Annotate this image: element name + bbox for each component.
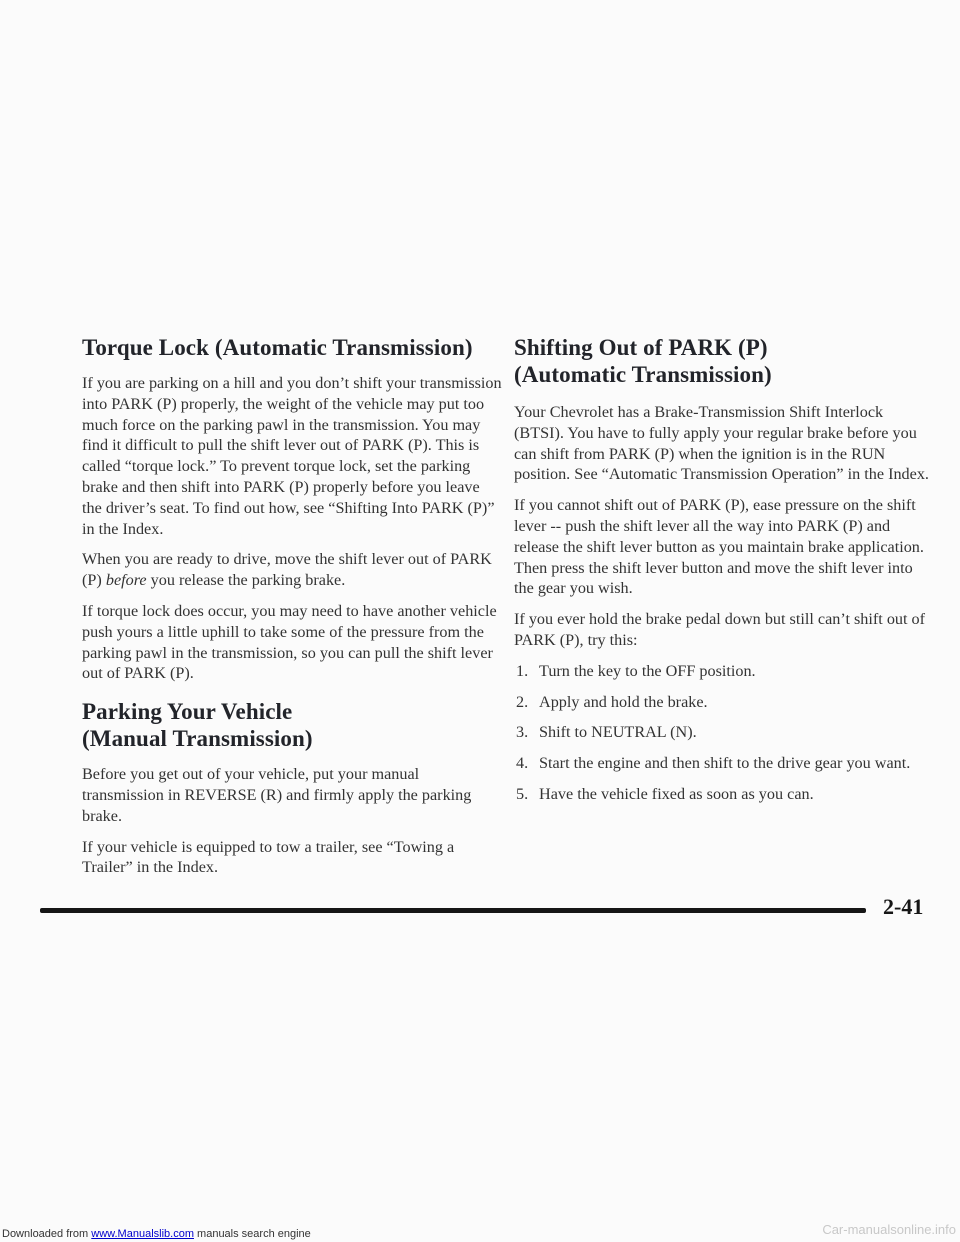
step-text: Turn the key to the OFF position. xyxy=(539,661,756,680)
parking-manual-heading-line2: (Manual Transmission) xyxy=(82,726,313,752)
shifting-out-section xyxy=(514,334,934,805)
step-text: Shift to NEUTRAL (N). xyxy=(539,723,697,742)
shifting-out-heading-line1: Shifting Out of PARK (P) xyxy=(514,335,768,360)
list-item xyxy=(514,722,934,743)
step-number: 4. xyxy=(516,754,529,773)
shifting-out-heading xyxy=(514,334,934,388)
list-item xyxy=(514,692,934,713)
step-number: 3. xyxy=(516,723,529,742)
step-number: 1. xyxy=(516,661,529,680)
ready-to-drive-paragraph xyxy=(82,549,502,591)
torque-lock-paragraph: If you are parking on a hill and you don’t shift your transmission into PARK (P) properly, the weight of the vehicle may put too much force on the parking pawl in the transmission. You may find it difficult to pull the shift lever out of PARK (P). This is called “torque lock.” To prevent torque lock, set the parking brake and then shift into PARK (P) properly before you leave the driver’s seat. To find out how, see “Shifting Into PARK (P)” in the Index. xyxy=(82,374,502,538)
ready-to-drive-text: When you are ready to drive, move the shift lever out of PARK (P) xyxy=(82,550,492,590)
btsi-paragraph: Your Chevrolet has a Brake-Transmission Shift Interlock (BTSI). You have to fully apply your regular brake before you can shift from PARK (P) when the ignition is in the RUN position. See “Automatic Transmission Operation” in the Index. xyxy=(514,403,929,484)
list-item xyxy=(514,661,934,682)
towing-paragraph: If your vehicle is equipped to tow a trailer, see “Towing a Trailer” in the Index. xyxy=(82,837,455,877)
page-number: 2-41 xyxy=(883,894,924,919)
footer-suffix: manuals search engine xyxy=(193,1228,311,1240)
ease-pressure-paragraph: If you cannot shift out of PARK (P), ease pressure on the shift lever -- push the shift lever all the way into PARK (P) and release the shift lever button as you maintain brake application. Then press the shift lever button and move the shift lever into the gear you wish. xyxy=(514,496,924,598)
parking-manual-heading xyxy=(82,698,502,752)
step-number: 5. xyxy=(516,784,529,803)
step-number: 2. xyxy=(516,692,529,711)
list-item xyxy=(514,784,934,805)
ready-to-drive-text-end: you release the parking brake. xyxy=(146,571,346,590)
page-rule-divider xyxy=(40,908,866,913)
try-this-paragraph: If you ever hold the brake pedal down but still can’t shift out of PARK (P), try this: xyxy=(514,610,926,649)
torque-lock-heading: Torque Lock (Automatic Transmission) xyxy=(82,335,473,360)
before-emphasis: before xyxy=(105,571,147,590)
download-footer xyxy=(2,1228,311,1241)
left-column xyxy=(82,334,502,888)
watermark-text: Car-manualsonline.info xyxy=(822,1222,956,1237)
steps-list xyxy=(514,661,934,805)
right-column xyxy=(514,334,934,815)
torque-lock-occurs-paragraph: If torque lock does occur, you may need to have another vehicle push yours a little uphill to take some of the pressure from the parking pawl in the transmission, so you can pull the shift lever out of PARK (P). xyxy=(82,601,497,683)
parking-manual-section xyxy=(82,698,502,878)
step-text: Have the vehicle fixed as soon as you can. xyxy=(539,784,814,803)
footer-prefix: Downloaded from xyxy=(2,1228,92,1240)
parking-manual-paragraph: Before you get out of your vehicle, put your manual transmission in REVERSE (R) and firmly apply the parking brake. xyxy=(82,765,472,825)
step-text: Start the engine and then shift to the drive gear you want. xyxy=(539,754,911,773)
torque-lock-section xyxy=(82,334,502,684)
parking-manual-heading-line1: Parking Your Vehicle xyxy=(82,699,293,725)
shifting-out-heading-line2: (Automatic Transmission) xyxy=(514,362,772,387)
list-item xyxy=(514,753,934,774)
step-text: Apply and hold the brake. xyxy=(539,692,708,711)
manualslib-link[interactable]: www.Manualslib.com xyxy=(91,1228,194,1240)
